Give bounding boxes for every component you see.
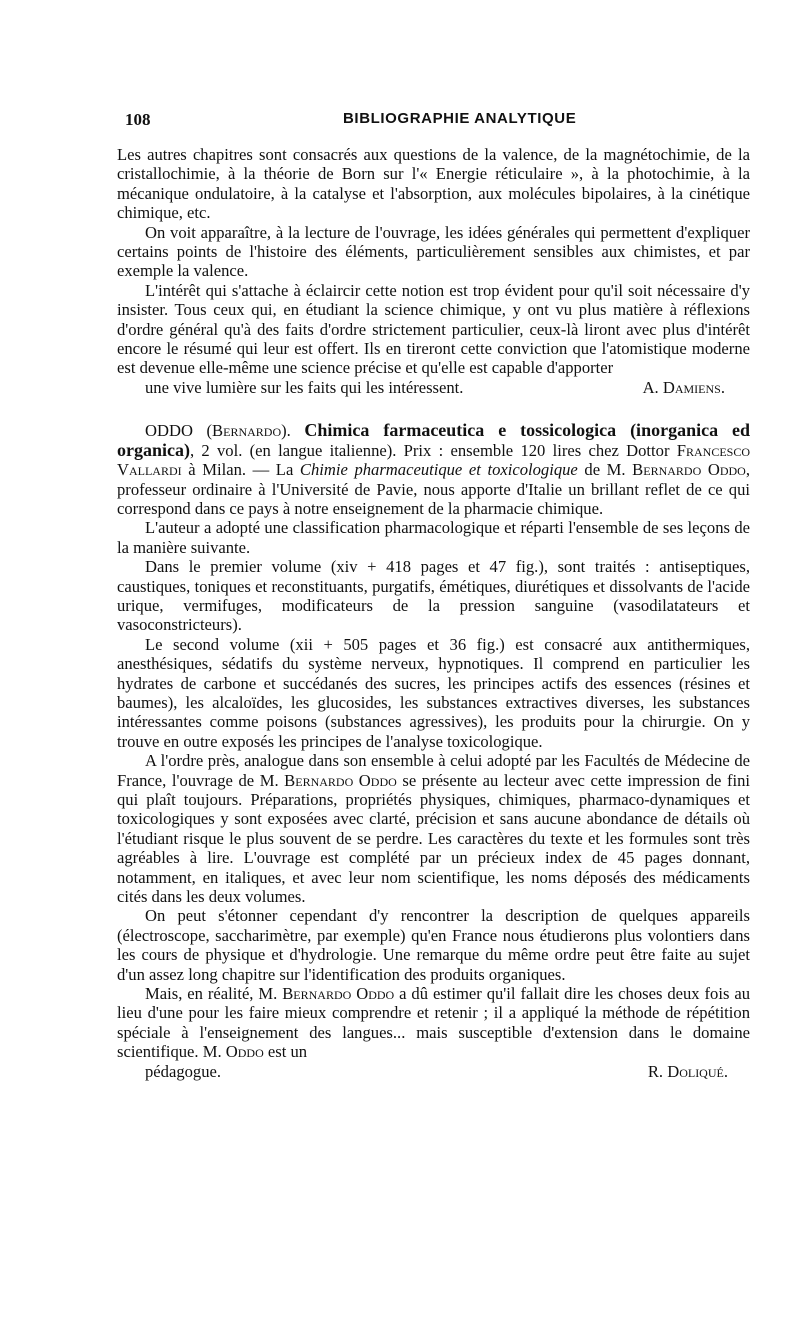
entry-intro-a: , 2 vol. (en langue italienne). Prix : ensemble 120 lires chez Dottor: [189, 440, 677, 460]
reviewer-signature: R. Doliqué.: [647, 1061, 728, 1081]
paragraph: Dans le premier volume (xiv + 418 pages et 47 fig.), sont traités : antiseptiques, caustiques, toniques et reconstituants, purgatifs, émétiques, diurétiques et dissolvants de l'acide urique, vermifuges, modificateurs de la pression sanguine (vasodilatateurs et vasoconstricteurs).: [117, 557, 750, 635]
paragraph-last-line: [117, 378, 750, 397]
paragraph: [117, 984, 750, 1062]
paragraph: On voit apparaître, à la lecture de l'ouvrage, les idées générales qui permettent d'expliquer certains points de l'histoire des éléments, particulièrement sensibles aux chimistes, et par exemple la valence.: [117, 222, 750, 281]
author-name: Bernardo Oddo: [284, 770, 397, 790]
author-name: Oddo: [225, 1042, 264, 1062]
text-run: se présente au lecteur avec cette impression de fini qui plaît toujours. Préparations, propriétés physiques, chimiques, pharmaco-dynamiques et toxicologiques y sont exposées avec clarté, précision et sans aucune abondance de détails où l'étudiant risque le plus souvent de se perdre. Les caractères du texte et les formules sont très agréables à lire. L'ouvrage est complété par un précieux index de 45 pages donnant, notamment, en italiques, et avec leur nom scientifique, les noms déposés des médicaments cités dans les deux volumes.: [117, 770, 751, 907]
author-name: Bernardo Oddo: [282, 984, 395, 1004]
text-run: a dû estimer qu'il fallait dire les choses deux fois au lieu d'une pour les faire mieux comprendre et retenir ; il a appliqué la méthode de répétition spéciale à l'enseignement des langues... mais susceptible d'extension dans le domaine scientifique. M.: [117, 984, 750, 1062]
entry-intro-d: , professeur ordinaire à l'Université de Pavie, nous apporte d'Italie un brillant reflet de ce qui correspond dans ce pays à notre enseignement de la pharmacie chimique.: [117, 460, 750, 518]
paragraph: Les autres chapitres sont consacrés aux questions de la valence, de la magnétochimie, de la cristallochimie, à la théorie de Born sur l'« Energie réticulaire », à la photochimie, à la mécanique ondulatoire, à la catalyse et l'absorption, aux molécules bipolaires, à la cinétique chimique, etc.: [117, 145, 750, 223]
page-body: [117, 145, 750, 1081]
paragraph: L'auteur a adopté une classification pharmacologique et réparti l'ensemble de ses leçons de la manière suivante.: [117, 518, 750, 557]
text-run: A l'ordre près, analogue dans son ensemble à celui adopté par les Facultés de Médecine de France, l'ouvrage de M.: [117, 751, 750, 790]
page-header: [125, 110, 750, 134]
french-title: Chimie pharmaceutique et toxicologique: [299, 460, 578, 480]
publisher-name: Francesco Vallardi: [117, 440, 750, 480]
closing-text: une vive lumière sur les faits qui les intéressent.: [145, 377, 464, 397]
paragraph: [117, 751, 750, 906]
review-damiens: [117, 145, 750, 397]
entry-author: ODDO (Bernardo).: [145, 421, 291, 441]
entry-intro-b: à Milan. — La: [181, 460, 300, 480]
author-name: Bernardo Oddo: [632, 460, 746, 480]
text-run: est un: [263, 1042, 308, 1062]
reviewer-signature: A. Damiens.: [642, 377, 725, 397]
entry-heading-paragraph: [117, 421, 750, 518]
paragraph-last-line: [117, 1062, 750, 1081]
paragraph: On peut s'étonner cependant d'y rencontrer la description de quelques appareils (électroscope, saccharimètre, par exemple) qu'en France nous étudierons plus volontiers dans les cours de physique et d'hydrologie. Une remarque du même ordre peut être faite au sujet d'un assez long chapitre sur l'identification des produits organiques.: [117, 906, 750, 984]
section-gap: [117, 397, 750, 421]
paragraph: Le second volume (xii + 505 pages et 36 fig.) est consacré aux antithermiques, anesthésiques, sédatifs du système nerveux, hypnotiques. Il comprend en particulier les hydrates de carbone et succédanés des sucres, les principes actifs des essences (résines et baumes), les alcaloïdes, les glucosides, les substances extractives diverses, les substances intéressantes comme poisons (substances agressives), les produits pour la chirurgie. On y trouve en outre exposés les principes de l'analyse toxicologique.: [117, 634, 750, 751]
entry-intro-c: de M.: [577, 460, 633, 480]
review-oddo: [117, 421, 750, 1081]
page-number: 108: [125, 110, 151, 129]
closing-text: pédagogue.: [145, 1061, 222, 1081]
entry-title: Chimica farmaceutica e tossicologica (inorganica ed organica): [117, 420, 750, 460]
text-run: Mais, en réalité, M.: [145, 984, 283, 1004]
author-first-name: Bernardo: [212, 421, 282, 441]
running-title: BIBLIOGRAPHIE ANALYTIQUE: [343, 110, 577, 127]
paragraph: L'intérêt qui s'attache à éclaircir cette notion est trop évident pour qu'il soit nécessaire d'y insister. Tous ceux qui, en étudiant la science chimique, y ont vu plus matière à réflexions d'ordre général qu'à des faits d'ordre strictement particulier, ceux-là liront avec plus d'intérêt encore le résumé qui leur est offert. Ils en tireront cette conviction que l'atomistique moderne est devenue elle-même une science précise et qu'elle est capable d'apporter: [117, 280, 750, 378]
